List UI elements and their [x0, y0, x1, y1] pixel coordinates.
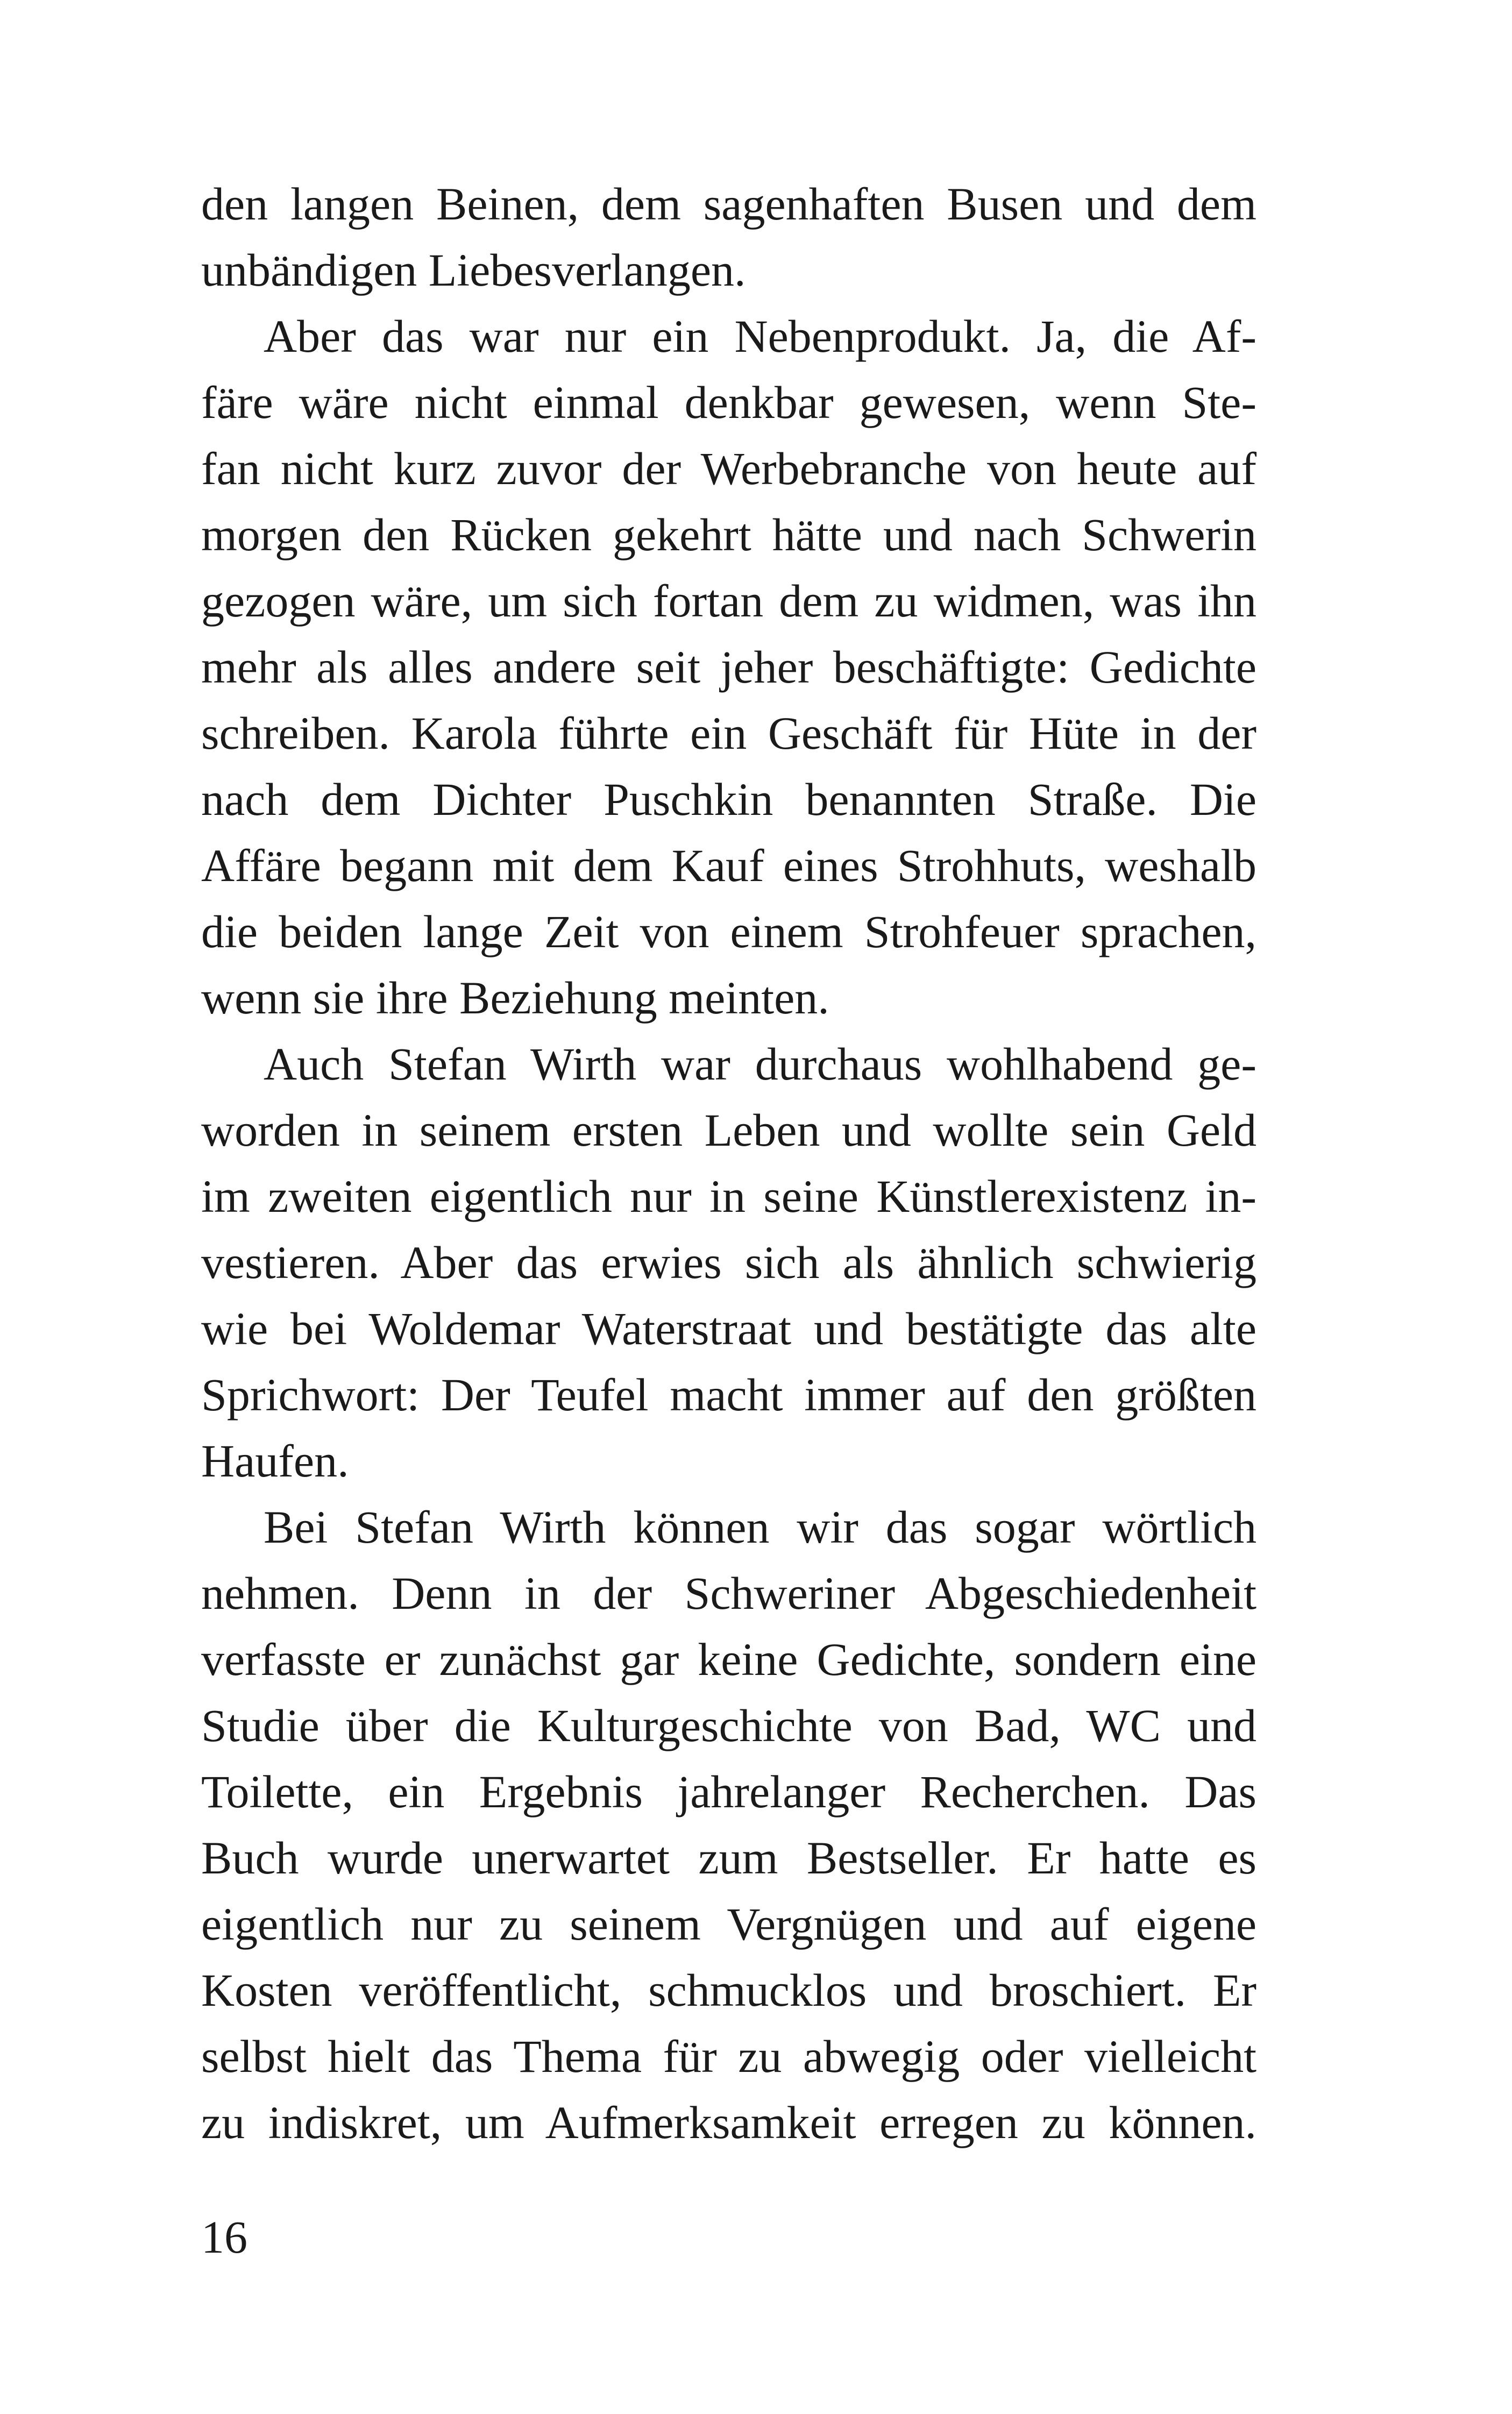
text-line: im zweiten eigentlich nur in seine Künstlerexistenz in-: [201, 1170, 1257, 1222]
page-number: 16: [201, 2211, 247, 2263]
text-line: nehmen. Denn in der Schweriner Abgeschiedenheit: [201, 1567, 1257, 1619]
text-line: zu indiskret, um Aufmerksamkeit erregen zu können.: [201, 2097, 1257, 2148]
text-line: wenn sie ihre Beziehung meinten.: [201, 972, 829, 1024]
text-line: Sprichwort: Der Teufel macht immer auf den größten: [201, 1369, 1257, 1421]
text-line: morgen den Rücken gekehrt hätte und nach Schwerin: [201, 509, 1257, 560]
paragraph-3: [201, 1031, 1257, 1494]
text-line: die beiden lange Zeit von einem Strohfeuer sprachen,: [201, 906, 1257, 957]
text-line: Auch Stefan Wirth war durchaus wohlhabend ge-: [264, 1038, 1257, 1090]
text-line: worden in seinem ersten Leben und wollte sein Geld: [201, 1104, 1257, 1156]
text-line: schreiben. Karola führte ein Geschäft für Hüte in der: [201, 707, 1257, 759]
text-line: fan nicht kurz zuvor der Werbebranche von heute auf: [201, 443, 1257, 494]
text-line: Bei Stefan Wirth können wir das sogar wörtlich: [264, 1501, 1257, 1553]
text-line: Kosten veröffentlicht, schmucklos und broschiert. Er: [201, 1964, 1257, 2016]
text-line: Aber das war nur ein Nebenprodukt. Ja, die Af-: [264, 310, 1257, 362]
text-line: wie bei Woldemar Waterstraat und bestätigte das alte: [201, 1303, 1257, 1354]
paragraph-1: [201, 171, 1257, 303]
paragraph-4: [201, 1494, 1257, 2156]
text-line: den langen Beinen, dem sagenhaften Busen und dem: [201, 178, 1257, 230]
text-line: gezogen wäre, um sich fortan dem zu widmen, was ihn: [201, 575, 1257, 627]
text-line: selbst hielt das Thema für zu abwegig oder vielleicht: [201, 2030, 1257, 2082]
text-line: Buch wurde unerwartet zum Bestseller. Er hatte es: [201, 1832, 1257, 1884]
text-line: Toilette, ein Ergebnis jahrelanger Recherchen. Das: [201, 1766, 1257, 1817]
text-line: nach dem Dichter Puschkin benannten Straße. Die: [201, 773, 1257, 825]
text-line: färe wäre nicht einmal denkbar gewesen, wenn Ste-: [201, 377, 1257, 428]
body-text: [201, 171, 1257, 2156]
text-line: Affäre begann mit dem Kauf eines Strohhuts, weshalb: [201, 840, 1257, 891]
paragraph-2: [201, 303, 1257, 1031]
text-line: unbändigen Liebesverlangen.: [201, 244, 746, 296]
text-line: mehr als alles andere seit jeher beschäftigte: Gedichte: [201, 641, 1257, 693]
text-line: Studie über die Kulturgeschichte von Bad, WC und: [201, 1700, 1257, 1751]
text-line: Haufen.: [201, 1435, 349, 1487]
text-line: vestieren. Aber das erwies sich als ähnlich schwierig: [201, 1237, 1257, 1288]
text-line: eigentlich nur zu seinem Vergnügen und auf eigene: [201, 1898, 1257, 1950]
text-line: verfasste er zunächst gar keine Gedichte, sondern eine: [201, 1634, 1257, 1685]
